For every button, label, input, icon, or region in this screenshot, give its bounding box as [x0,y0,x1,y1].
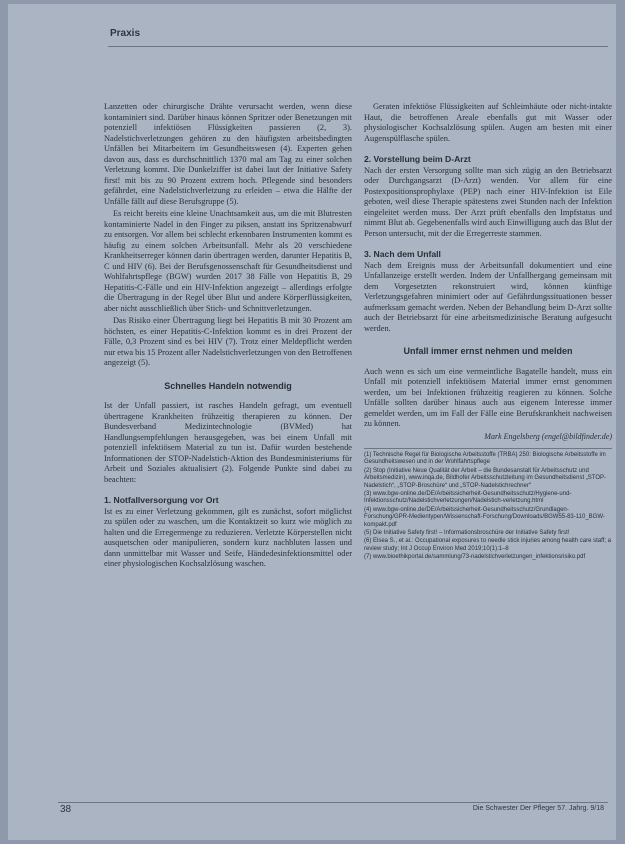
reference-item: (5) Die Initiative Safety first! – Informationsbroschüre der Initiative Safety first! [364,530,570,537]
reference-item: (4) www.bgw-online.de/DE/Arbeitssicherheit-Gesundheitsschutz/Grundlagen-Forschung/GPR-Medientypen/Wissenschaft-Forschung/Downloads/BGW55-83-110_BGW-kompakt.pdf [364,506,605,528]
footer-divider [58,802,608,803]
page-number: 38 [60,804,72,815]
header-divider [108,46,608,47]
paragraph: Es reicht bereits eine kleine Unachtsamkeit aus, um die mit Blutresten kontaminierte Nadel in den Finger zu piksen, anstatt ins Spritzenabwurf zu entsorgen. Vor allem bei schlecht erkennbaren Instrumenten kommt es häufig zu einem solchen Arbeitsunfall. Mehr als 20 verschiedene Krankheitserreger können darin übertragen werden, darunter Hepatitis B, C und HIV (6). Bei der Berufsgenossenschaft für Gesundheitsdienst und Wohlfahrtspflege (BGW) wurden 2017 38 Fälle von Hepatitis B, 29 Hepatitis-C-Fälle und ein HIV-Infektion angezeigt – allerdings erfolgte die Übertragung in der Regel über Blut und andere Körperflüssigkeiten, aber nicht ausschließlich über Stich- und Schnittverletzungen. [104,209,352,313]
subheading: 1. Notfallversorgung vor Ort [104,495,219,505]
paragraph: Ist es zu einer Verletzung gekommen, gilt es zunächst, sofort möglichst zu spülen oder zu waschen, um die Kontaktzeit so kurz wie möglich zu halten und die Erregermenge zu reduzieren. Verletzte Körperstellen nicht ausquetschen oder manipulieren, sondern kurz nachbluten lassen und dann unmittelbar mit Wasser und Seife, Händedesinfektionsmittel oder einer physiologischen Kochsalzlösung waschen. [104,506,352,568]
section-heading: Schnelles Handeln notwendig [164,380,292,391]
paragraph: Lanzetten oder chirurgische Drähte verursacht werden, wenn diese kontaminiert sind. Darüber hinaus können Spritzer oder Benetzungen mit potenziell infektiösen Flüssigkeiten passieren (2, 3). Nadelstichverletzungen gehören zu den häufigsten arbeitsbedingten Unfällen bei Mitarbeitern im Gesundheitswesen (4). Experten gehen davon aus, dass es durchschnittlich 1370 mal am Tag zu einer solchen Verletzung kommt. Die Dunkelziffer ist dabei laut der Initiative Safety first! mit bis zu 90 Prozent extrem hoch. Pflegende sind besonders gefährdet, eine Nadelstichverletzung zu erleiden – etwa die Hälfte der Unfälle fällt auf diese Berufsgruppe (5). [104,102,352,206]
reference-item: (1) Technische Regel für Biologische Arbeitsstoffe (TRBA) 250: Biologische Arbeitsstoffe im Gesundheitswesen und in der Wohlfahrtspflege [364,452,606,466]
document-page [8,4,616,840]
paragraph: Geraten infektiöse Flüssigkeiten auf Schleimhäute oder nicht-intakte Haut, die betroffenen Areale ebenfalls gut mit Wasser oder physiologischer Kochsalzlösung spülen. Augen am besten mit einer Augenspülflasche spülen. [364,102,612,143]
author-signature: Mark Engelsberg (engel@bildfinder.de) [484,431,612,441]
reference-item: (7) www.bioethikportal.de/sammlung/73-nadelstichverletzungen_infektionsrisiko.pdf [364,554,586,561]
right-column [364,102,612,563]
section-label: Praxis [110,28,141,39]
reference-list [364,448,612,562]
paragraph: Das Risiko einer Übertragung liegt bei Hepatitis B mit 30 Prozent am höchsten, es einer Hepatitis-C-Infektion kommt es in drei Prozent der Fälle, 0,3 Prozent sind es bei HIV (7). Trotz einer Meldepflicht werden nur etwa bis 15 Prozent aller Nadelstichverletzungen von den Betroffenen angezeigt (5). [104,316,352,367]
left-column [104,102,352,572]
reference-item: (2) Stop (Initiative Neue Qualität der Arbeit – die Bundesanstalt für Arbeitsschutz und Arbeitsmedizin), www.inqa.de, Bildhofer Arbeitsschutzleitung im Gesundheitsdienst „STOP-Nadelstich“, „STOP-Broschüre“ und „STOP-Nadelstichrechner“ [364,467,607,489]
paragraph: Ist der Unfall passiert, ist rasches Handeln gefragt, um eventuell übertragene Krankheiten frühzeitig therapieren zu können. Der Bundesverband Medizintechnologie (BVMed) hat Handlungsempfehlungen herausgegeben, was bei einem Unfall mit potenziell infektiösem Material zu tun ist. Dafür wurden bestehende Informationen der STOP-Nadelstich-Aktion des Bundesministeriums für Arbeit und Soziales aktualisiert (2). Folgende Punkte sind dabei zu beachten: [104,401,352,484]
subheading: 2. Vorstellung beim D-Arzt [364,154,471,164]
subheading: 3. Nach dem Unfall [364,249,441,259]
paragraph: Nach dem Ereignis muss der Arbeitsunfall dokumentiert und eine Unfallanzeige erstellt werden. Indem der Unfallhergang gemeinsam mit dem Vorgesetzten rekonstruiert wird, können künftige Verletzungsgefahren minimiert oder auf Gefährdungssituationen besser aufmerksam gemacht werden. Neben der Behandlung beim D-Arzt sollte auch der Betriebsarzt für eine arbeitsmedizinische Beratung aufgesucht werden. [364,260,612,333]
reference-item: (6) Elsea S., et al.: Occupational exposures to needle stick injuries among health care staff; a review study; Int J Occup Environ Med 2019;10(1):1–8 [364,538,612,552]
paragraph: Nach der ersten Versorgung sollte man sich zügig an den Betriebsarzt oder Durchgangsarzt (D-Arzt) wenden. Vor allem für eine Postexpositionsprophylaxe (PEP) nach einer HIV-Infektion ist Eile geboten, weil diese Therapie spätestens zwei Stunden nach der Infektion eingeleitet werden muss. Der Arzt prüft ebenfalls den Impfstatus und nimmt Blut ab. Gegebenenfalls wird auch Einwilligung auch das Blut der Person untersucht, mit der die Erregerreste stammen. [364,165,612,238]
journal-citation: Die Schwester Der Pfleger 57. Jahrg. 9/18 [472,805,604,812]
paragraph: Auch wenn es sich um eine vermeintliche Bagatelle handelt, muss ein Unfall mit potenziell infektiösem Material immer ernst genommen werden, um bei Infektionen frühzeitig reagieren zu können. Solche Unfälle sollten darüber hinaus auch aus eigenem Interesse immer gemeldet werden, um im Fall der Fälle eine Berufskrankheit nachweisen zu können. [364,366,612,428]
section-heading: Unfall immer ernst nehmen und melden [403,346,573,356]
reference-item: (3) www.bgw-online.de/DE/Arbeitssicherheit-Gesundheitsschutz/Hygiene-und-Infektionsschutz/Nadelstichverletzungen/Nadelstich-verletzung.html [364,491,572,505]
